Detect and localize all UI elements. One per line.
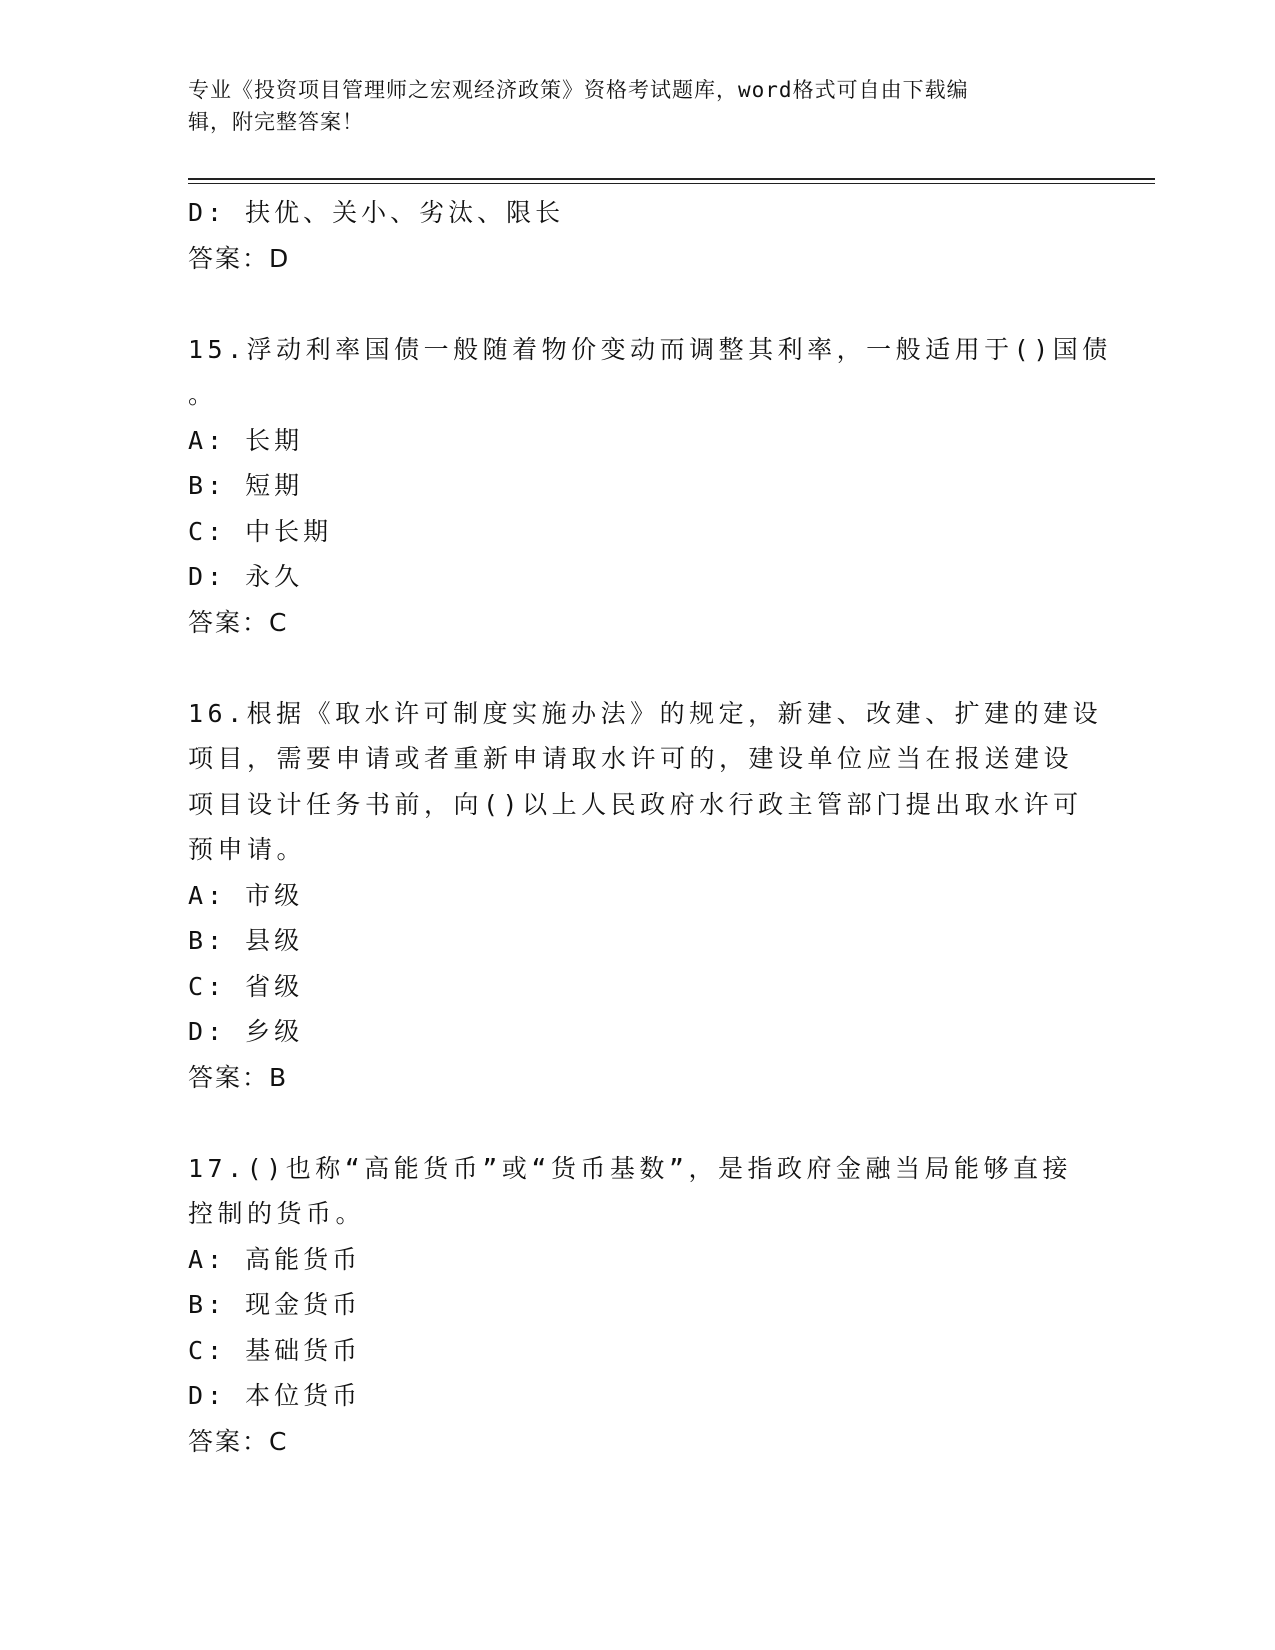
question-stem-line: 项目设计任务书前，向()以上人民政府水行政主管部门提出取水许可 xyxy=(188,789,1083,819)
option-a: A: 高能货币 xyxy=(188,1244,362,1274)
question-17 xyxy=(188,1146,1078,1465)
header-divider-thin xyxy=(188,183,1155,184)
option-b: B: 县级 xyxy=(188,926,304,955)
answer: 答案：C xyxy=(188,607,289,637)
option-c: C: 基础货币 xyxy=(188,1335,362,1365)
question-stem-line: 项目，需要申请或者重新申请取水许可的，建设单位应当在报送建设 xyxy=(188,744,1074,773)
option-b: B: 短期 xyxy=(188,471,304,500)
option-d: D: 本位货币 xyxy=(188,1381,362,1410)
question-stem-line: 16.根据《取水许可制度实施办法》的规定，新建、改建、扩建的建设 xyxy=(188,698,1103,728)
question-stem-line: 17.()也称“高能货币”或“货币基数”，是指政府金融当局能够直接 xyxy=(188,1153,1072,1183)
option-d: D: 乡级 xyxy=(188,1017,304,1046)
option-a: A: 长期 xyxy=(188,425,304,455)
option-d: D: 扶优、关小、劣汰、限长 xyxy=(188,198,565,227)
header-line: 专业《投资项目管理师之宏观经济政策》资格考试题库，word格式可自由下载编 xyxy=(188,78,969,102)
question-stem-line: 。 xyxy=(188,380,218,409)
option-b: B: 现金货币 xyxy=(188,1290,362,1319)
header-line: 辑，附完整答案！ xyxy=(188,110,364,134)
question-stem-line: 预申请。 xyxy=(188,835,307,864)
question-15 xyxy=(188,327,1112,646)
answer: 答案：D xyxy=(188,243,291,273)
question-stem-line: 控制的货币。 xyxy=(188,1199,366,1228)
answer: 答案：C xyxy=(188,1426,289,1456)
answer: 答案：B xyxy=(188,1062,289,1092)
option-a: A: 市级 xyxy=(188,880,304,910)
header-divider xyxy=(188,178,1155,180)
option-c: C: 省级 xyxy=(188,971,304,1001)
option-c: C: 中长期 xyxy=(188,516,333,546)
option-d: D: 永久 xyxy=(188,562,304,591)
document-header xyxy=(188,74,1068,138)
question-16 xyxy=(188,691,1103,1101)
question-stem-line: 15.浮动利率国债一般随着物价变动而调整其利率，一般适用于()国债 xyxy=(188,334,1112,364)
question-list xyxy=(188,190,1112,1464)
